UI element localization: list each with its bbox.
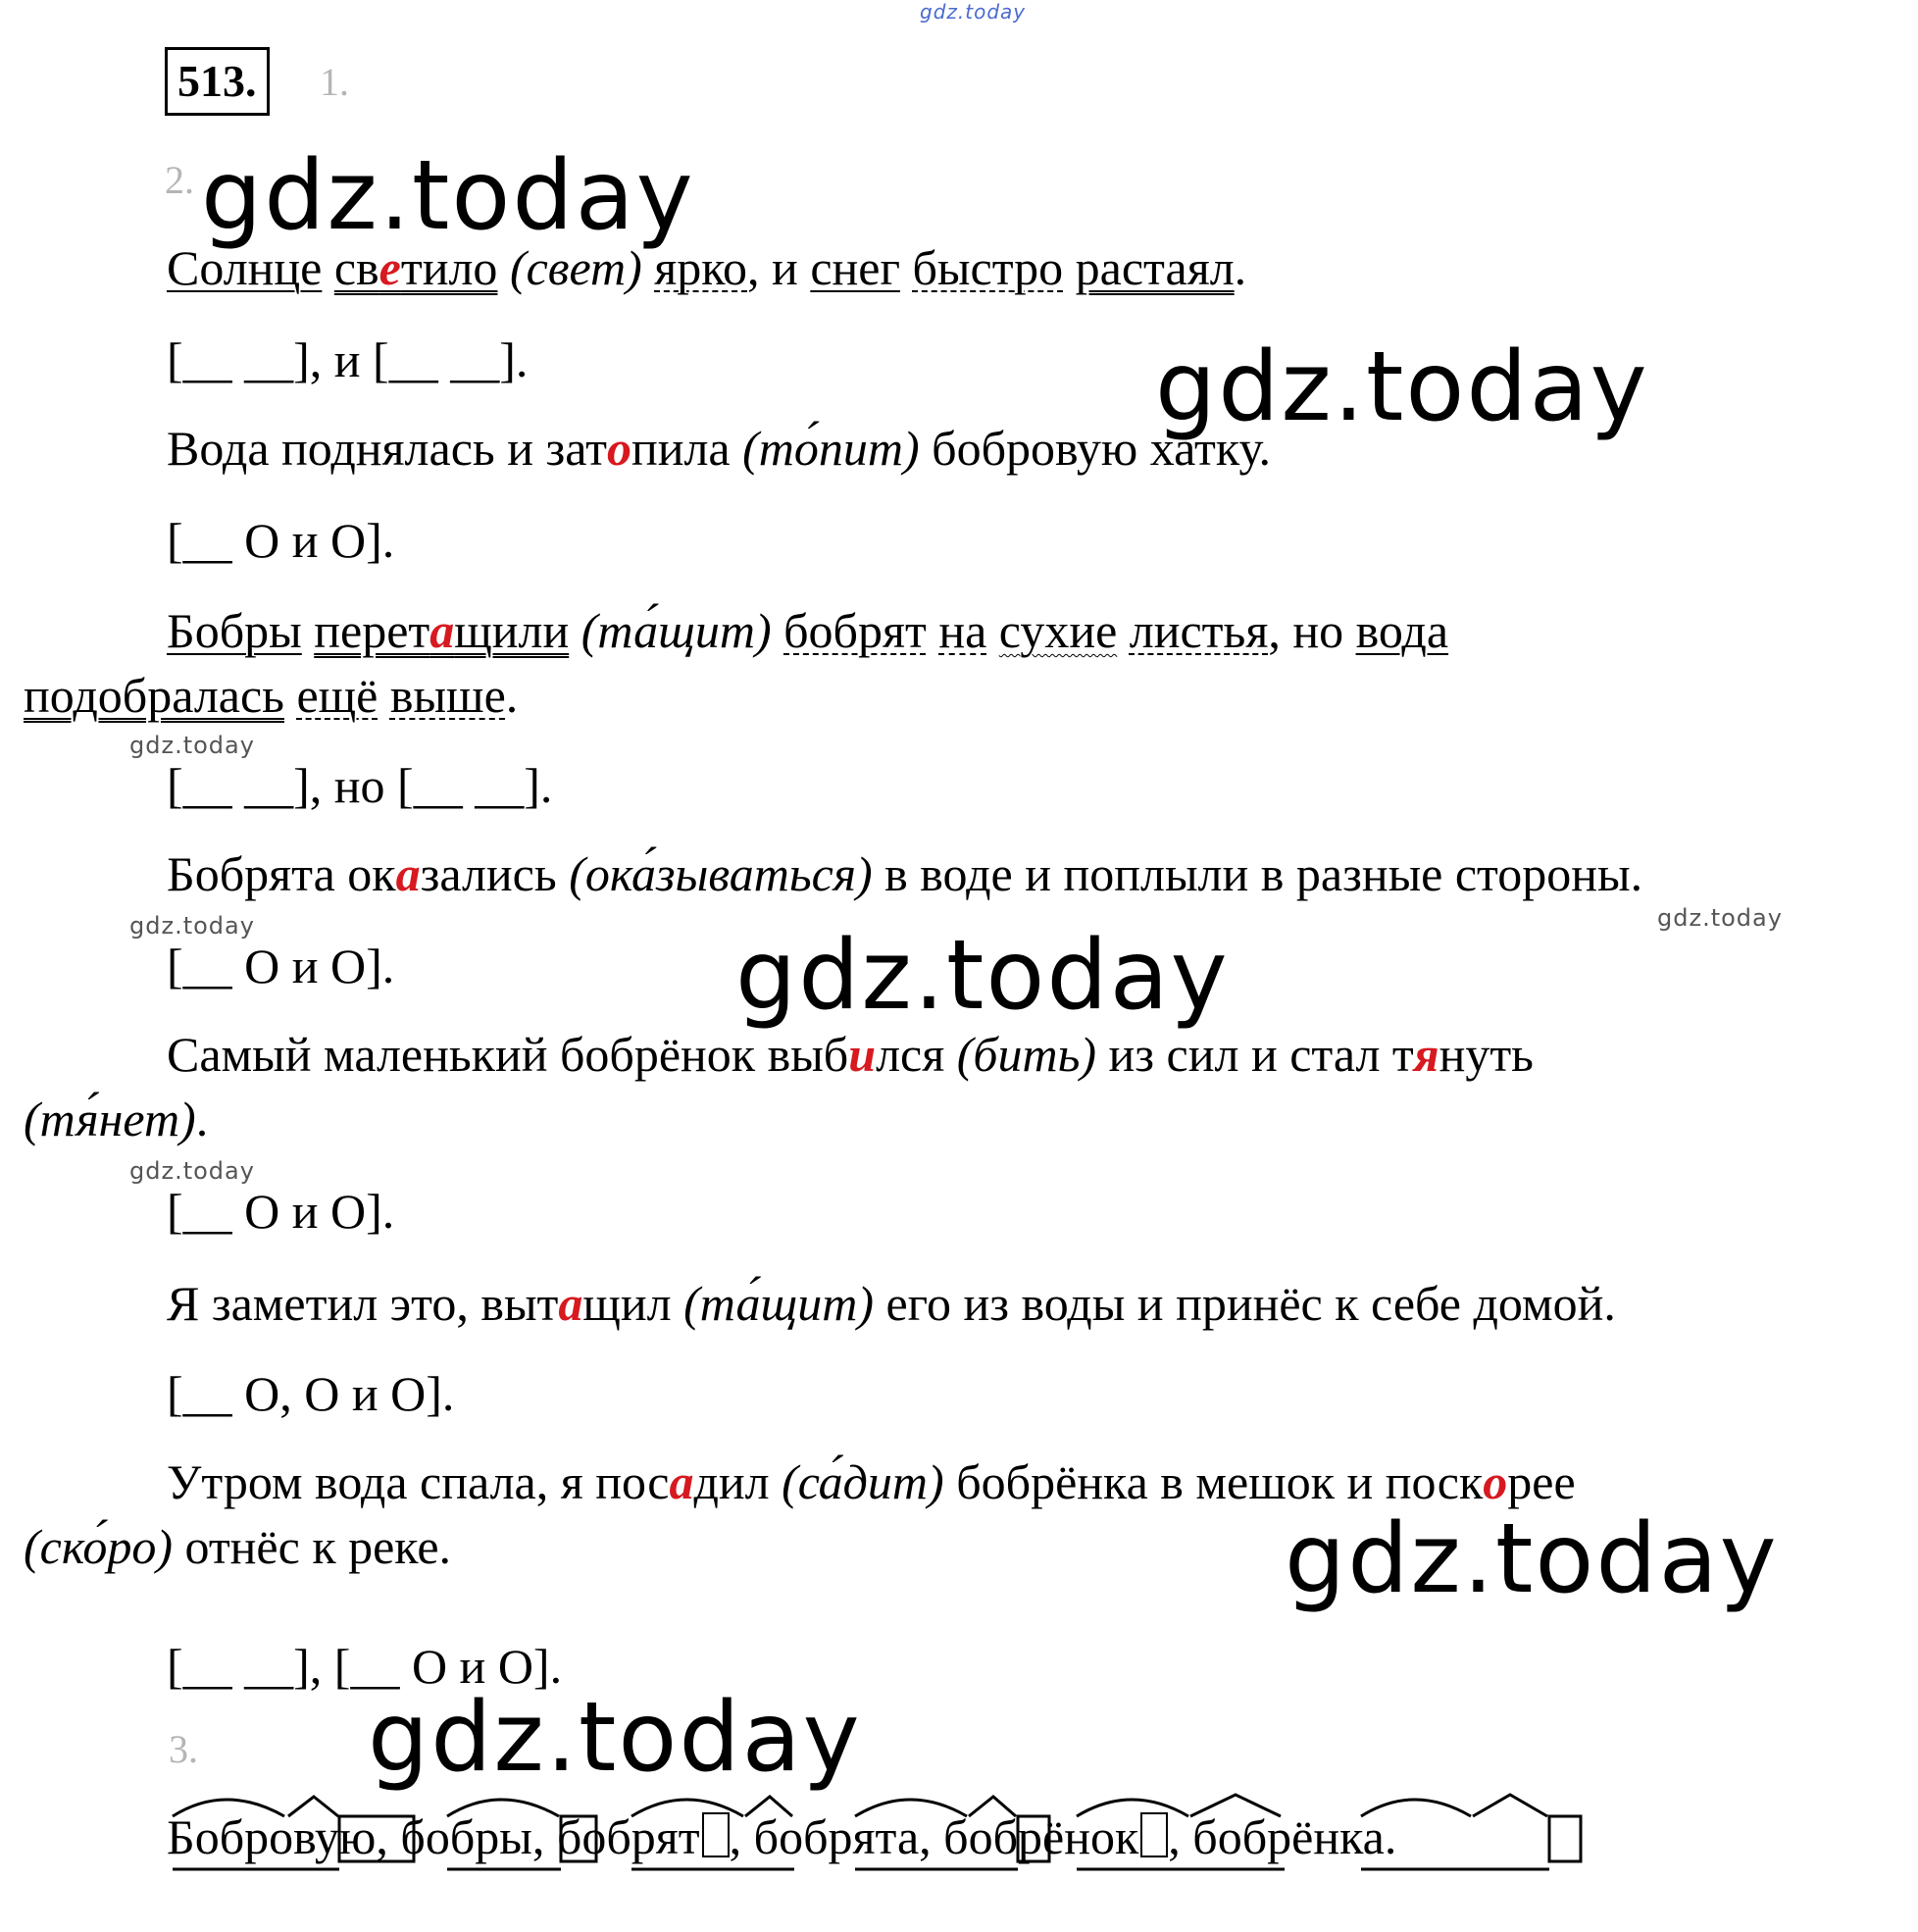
check-word: (бить): [956, 1027, 1097, 1082]
subject: Солнце: [167, 240, 323, 295]
adverbial: быстро: [912, 240, 1064, 295]
watermark-small: gdz.today: [129, 1157, 255, 1185]
root-arc: [1361, 1800, 1471, 1816]
root-arc: [855, 1800, 967, 1816]
sentence-5: Самый маленький бобрёнок выбился (бить) из сил и стал тянуть: [167, 1027, 1534, 1082]
word-bobry: бобры: [400, 1809, 532, 1864]
adverbial: ещё: [296, 668, 379, 723]
object: листья: [1129, 603, 1269, 658]
subject: вода: [1355, 603, 1449, 658]
scheme-2: [__ O и O].: [167, 513, 395, 568]
check-word: (са́дит): [782, 1454, 944, 1509]
item-number-1: 1.: [320, 60, 349, 104]
predicate: растаял: [1075, 240, 1235, 295]
predicate: светило: [333, 240, 498, 295]
sentence-4: Бобрята оказались (ока́зываться) в воде и поплыли в разные стороны.: [167, 846, 1643, 901]
watermark-small: gdz.today: [129, 732, 255, 759]
sentence-6: Я заметил это, вытащил (та́щит) его из воды и принёс к себе домой.: [167, 1276, 1616, 1331]
word-bobryonok: бобрёнок: [943, 1808, 1168, 1865]
object: бобрят: [783, 603, 927, 658]
ending-box: [1018, 1816, 1049, 1861]
item-number-2: 2.: [165, 158, 194, 202]
watermark-large: gdz.today: [1155, 331, 1649, 443]
subject: Бобры: [167, 603, 302, 658]
watermark-top: gdz.today: [920, 0, 1027, 24]
check-word: (свет): [509, 240, 642, 295]
root-arc: [173, 1800, 284, 1816]
suffix-roof: [745, 1797, 792, 1816]
suffix-roof: [969, 1797, 1016, 1816]
suffix-roof: [1473, 1795, 1547, 1816]
scheme-1: [__ __], и [__ __].: [167, 332, 529, 387]
sentence-3-continued: подобралась ещё выше.: [24, 668, 519, 723]
watermark-small: gdz.today: [1657, 904, 1783, 932]
check-word: (ско́ро): [24, 1519, 173, 1574]
adverbial: выше: [389, 668, 506, 723]
check-word: (ока́зываться): [569, 846, 873, 901]
check-word: (та́щит): [683, 1276, 874, 1331]
watermark-large: gdz.today: [1285, 1503, 1779, 1615]
scheme-6: [__ O, O и O].: [167, 1366, 455, 1421]
word-bobrovuyu: Бобровую: [167, 1809, 377, 1864]
sentence-2: Вода поднялась и затопила (то́пит) бобровую хатку.: [167, 421, 1271, 476]
check-word: (то́пит): [742, 421, 920, 476]
root-arc: [631, 1800, 743, 1816]
suffix-roof: [1190, 1795, 1281, 1816]
attribute: сухие: [998, 603, 1118, 658]
watermark-large: gdz.today: [368, 1682, 862, 1794]
check-word: (тя́нет): [24, 1092, 196, 1146]
watermark-small: gdz.today: [129, 912, 255, 940]
word-bobryonka: бобрёнка: [1192, 1809, 1385, 1864]
object: на: [938, 603, 987, 658]
scheme-5: [__ O и O].: [167, 1184, 395, 1239]
word-bobryata: бобрята: [753, 1809, 920, 1864]
task-number: 513.: [165, 47, 270, 116]
period: .: [1234, 240, 1247, 295]
predicate: перетащили: [314, 603, 570, 658]
sentence-7-continued: (ско́ро) отнёс к реке.: [24, 1519, 452, 1574]
scheme-3: [__ __], но [__ __].: [167, 758, 553, 813]
check-word: (та́щит): [580, 603, 772, 658]
root-arc: [1077, 1800, 1188, 1816]
watermark-large: gdz.today: [735, 920, 1230, 1032]
morpheme-analysis: Бобровую, бобры, бобрят , бобрята, бобрёнок , бобрёнка.: [167, 1809, 1397, 1864]
scheme-7: [__ __], [__ O и O].: [167, 1639, 563, 1694]
ending-box: [561, 1816, 596, 1861]
item-number-3: 3.: [169, 1727, 198, 1771]
word-bobryat: бобрят: [557, 1808, 730, 1865]
sentence-3: Бобры перетащили (та́щит) бобрят на сухие листья, но вода: [167, 603, 1449, 658]
root-arc: [447, 1800, 559, 1816]
watermark-large: gdz.today: [201, 140, 695, 252]
conjunction: , и: [747, 240, 798, 295]
adverbial: ярко: [654, 240, 748, 295]
scheme-4: [__ O и O].: [167, 939, 395, 993]
sentence-5-continued: (тя́нет).: [24, 1092, 209, 1146]
sentence-7: Утром вода спала, я посадил (са́дит) бобрёнка в мешок и поскорее: [167, 1454, 1576, 1509]
ending-box: [1549, 1816, 1581, 1861]
subject: снег: [810, 240, 900, 295]
suffix-roof: [288, 1797, 338, 1816]
ending-box: [339, 1816, 414, 1861]
predicate: подобралась: [24, 668, 284, 723]
